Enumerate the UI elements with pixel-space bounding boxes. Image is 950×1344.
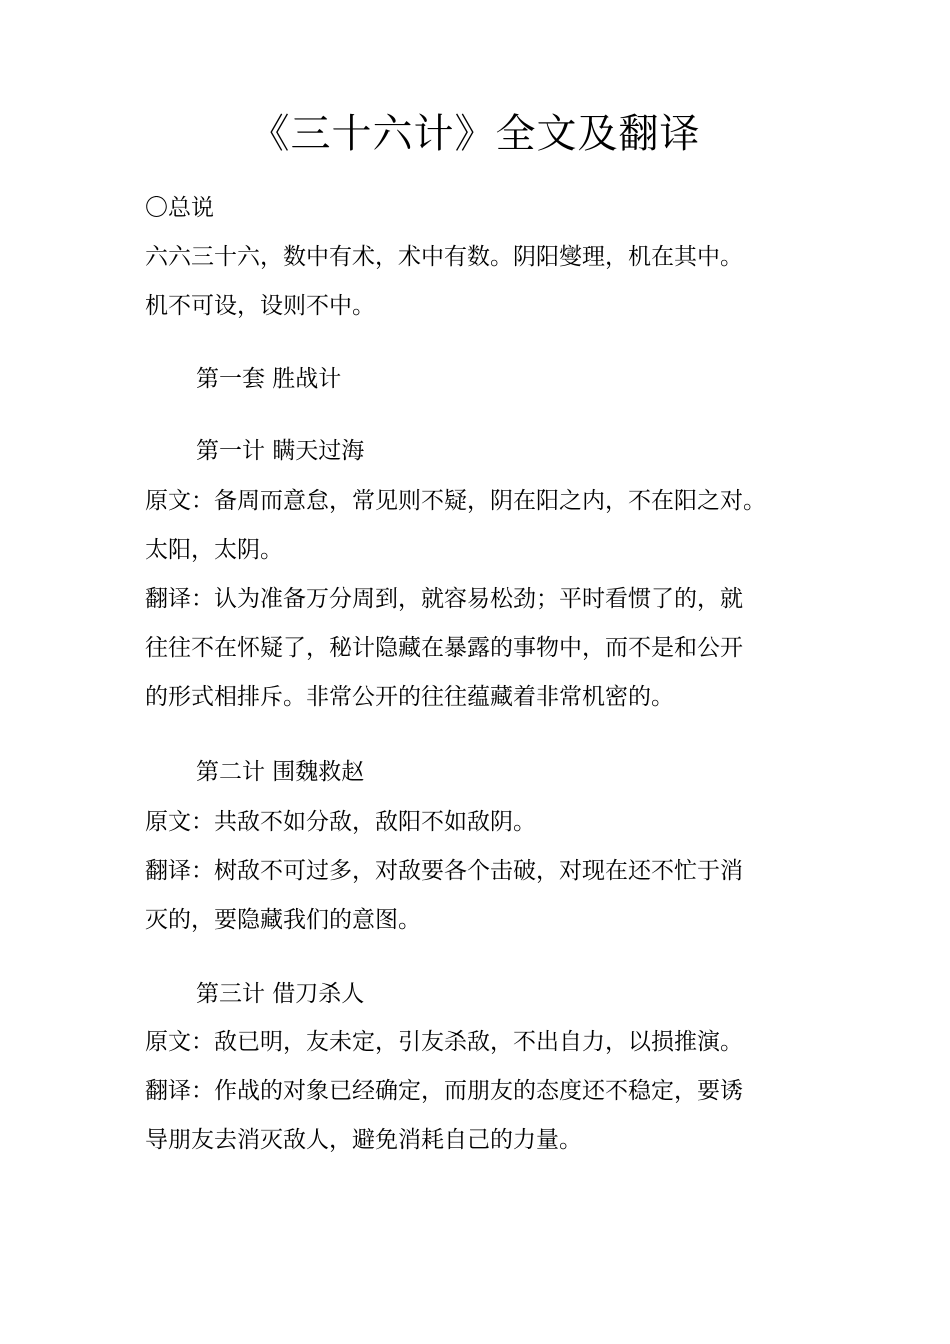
stratagem-body — [145, 477, 815, 722]
intro-line: 六六三十六，数中有术，术中有数。阴阳燮理，机在其中。 — [145, 244, 743, 270]
stratagem-heading: 第一计 瞒天过海 — [196, 438, 365, 464]
translation-line: 翻译：作战的对象已经确定，而朋友的态度还不稳定，要诱 — [145, 1078, 743, 1104]
stratagem-heading: 第二计 围魏救赵 — [196, 759, 365, 785]
translation-line: 导朋友去消灭敌人，避免消耗自己的力量。 — [145, 1127, 582, 1153]
translation-line: 翻译：认为准备万分周到，就容易松劲；平时看惯了的，就 — [145, 586, 743, 612]
translation-line: 翻译：树敌不可过多，对敌要各个击破，对现在还不忙于消 — [145, 858, 743, 884]
stratagem-heading: 第三计 借刀杀人 — [196, 981, 365, 1007]
translation-line: 的形式相排斥。非常公开的往往蕴藏着非常机密的。 — [145, 684, 674, 710]
translation-line: 灭的，要隐藏我们的意图。 — [145, 907, 421, 933]
document-title: 《三十六计》全文及翻译 — [249, 111, 701, 157]
original-text-line: 原文：共敌不如分敌，敌阳不如敌阴。 — [145, 809, 536, 835]
original-text-line: 太阳，太阴。 — [145, 537, 283, 563]
set-heading: 第一套 胜战计 — [196, 366, 342, 392]
intro-heading: 〇总说 — [145, 195, 214, 221]
original-text-line: 原文：备周而意怠，常见则不疑，阴在阳之内，不在阳之对。 — [145, 488, 766, 514]
translation-line: 往往不在怀疑了，秘计隐藏在暴露的事物中，而不是和公开 — [145, 635, 743, 661]
stratagem-body — [145, 1018, 815, 1165]
intro-line: 机不可设，设则不中。 — [145, 293, 375, 319]
intro-section — [145, 184, 815, 331]
original-text-line: 原文：敌已明，友未定，引友杀敌，不出自力，以损推演。 — [145, 1029, 743, 1055]
stratagem-body — [145, 798, 815, 945]
